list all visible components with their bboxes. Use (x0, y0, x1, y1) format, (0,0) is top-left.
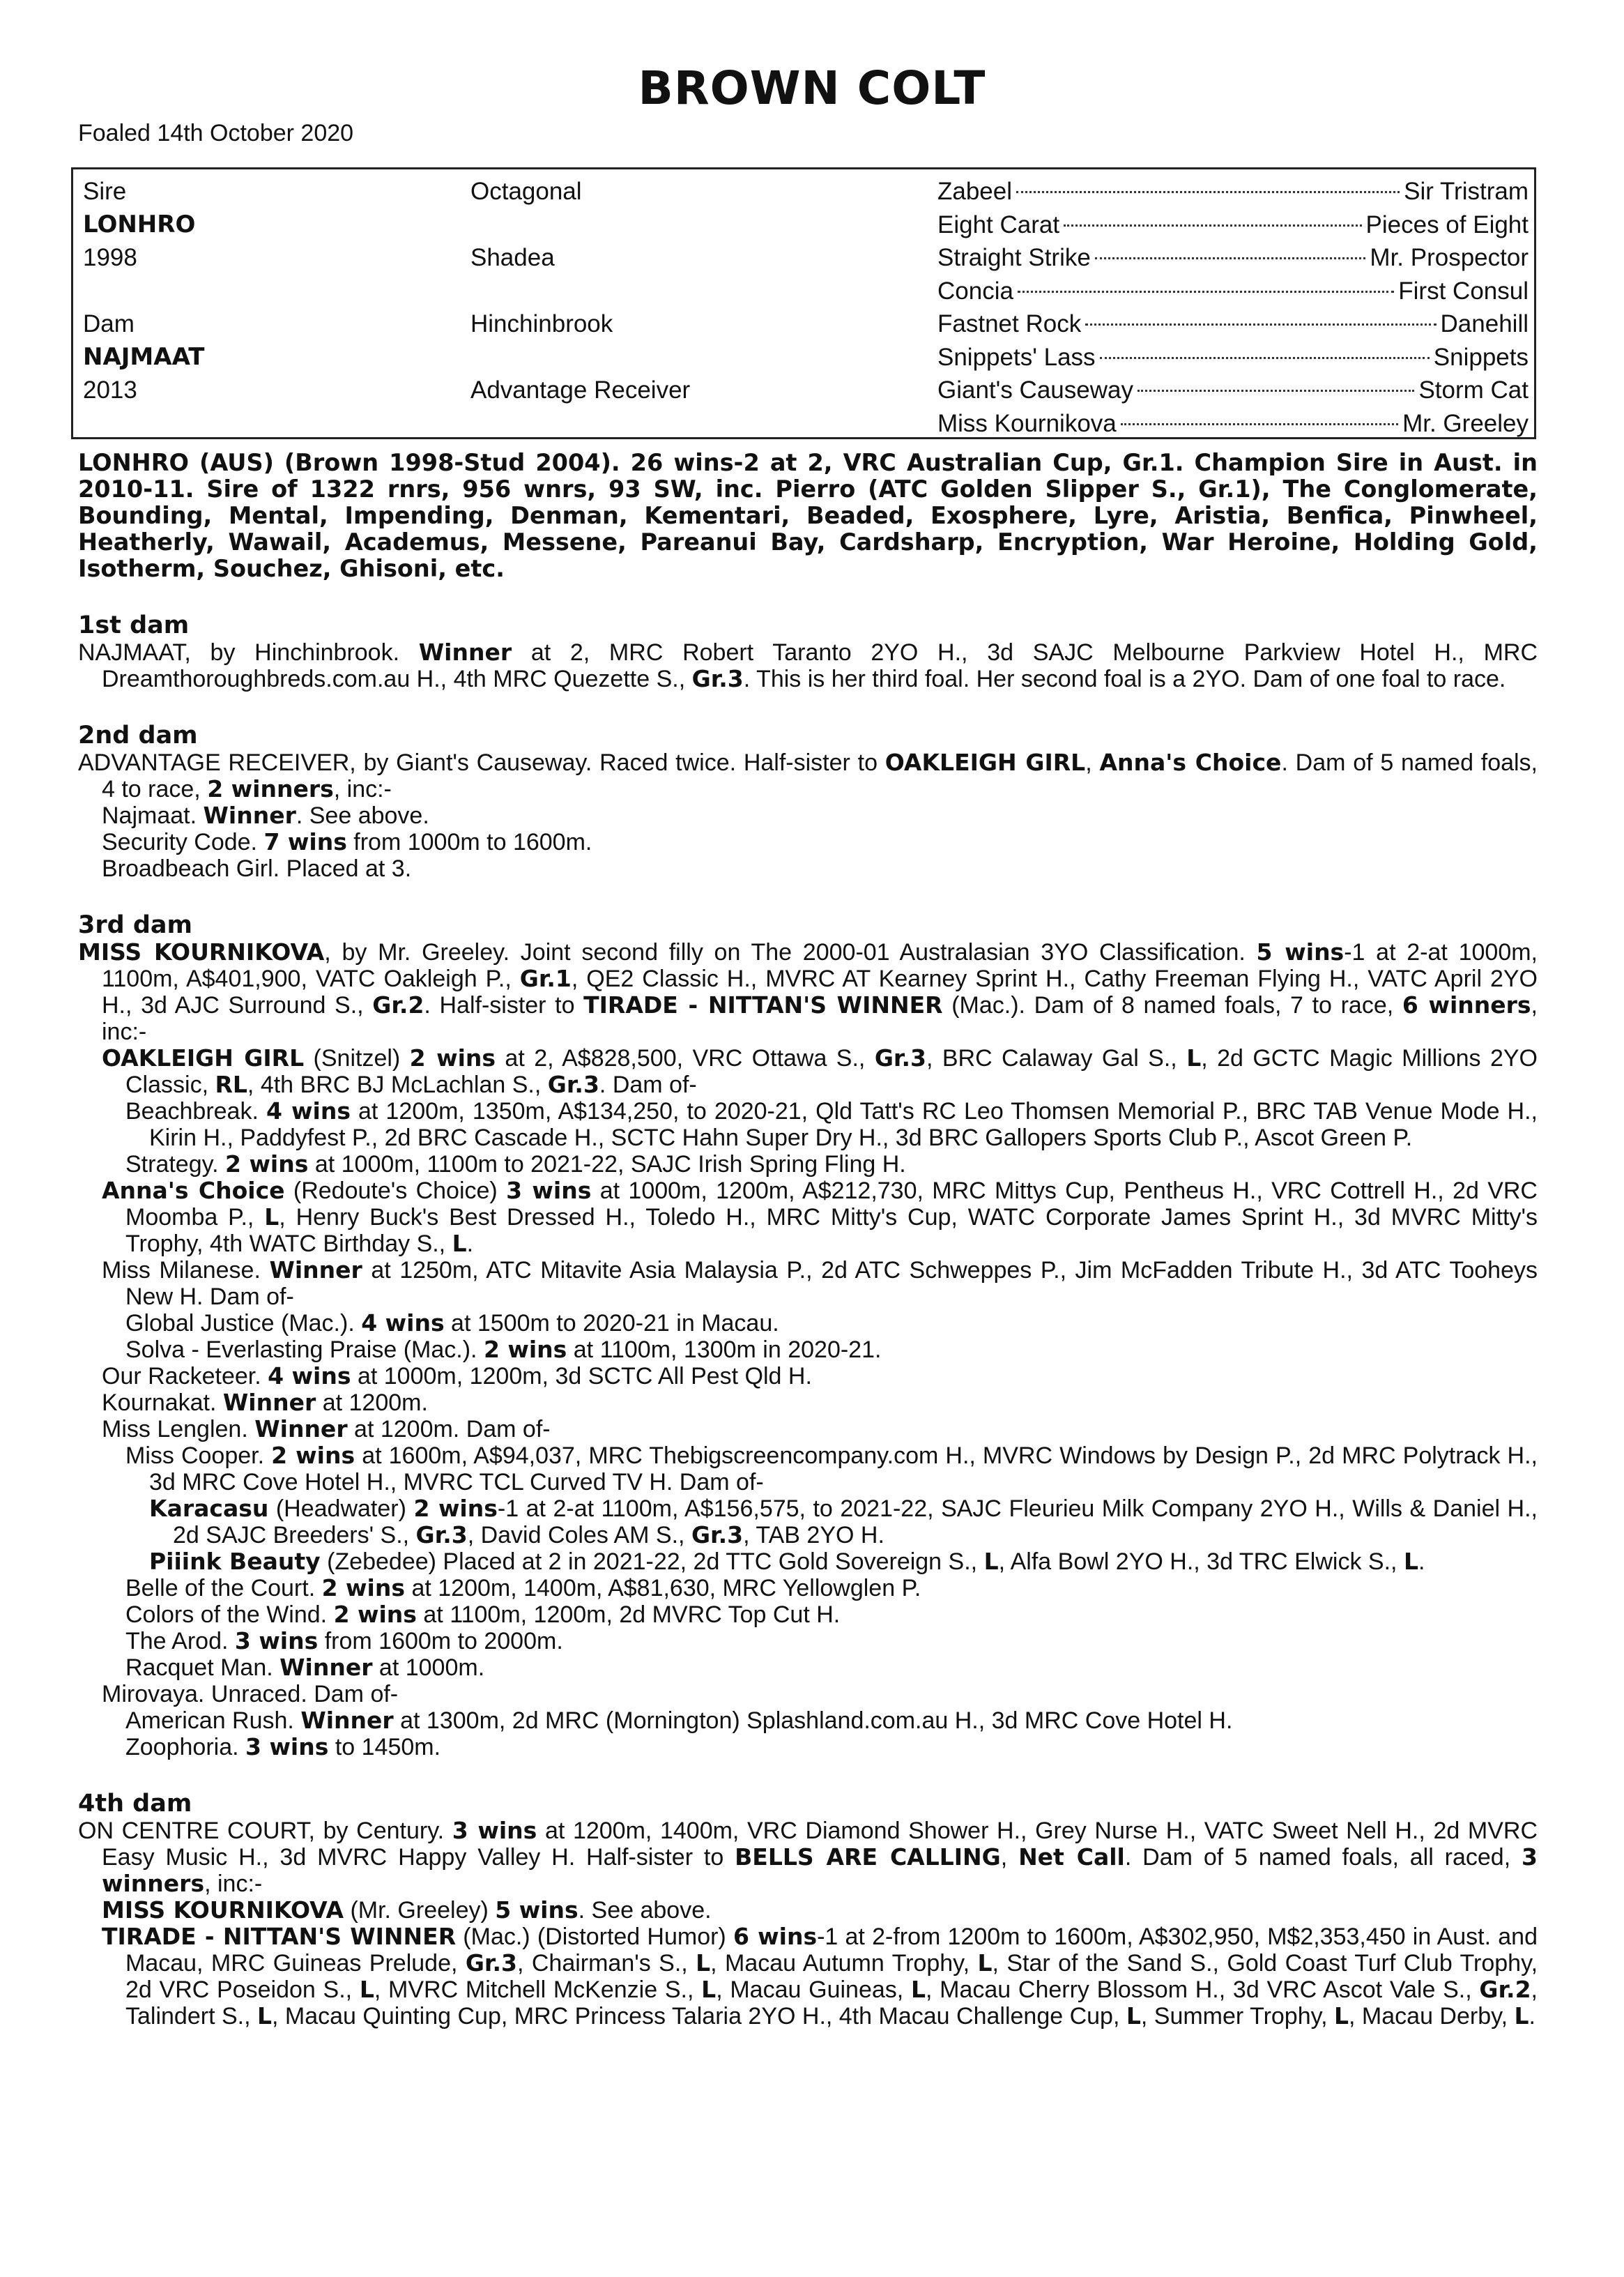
entry-text: The Arod. (125, 1628, 235, 1654)
entry-text: (Zebedee) Placed at 2 in 2021-22, 2d TTC Gold Sovereign S., (320, 1548, 984, 1575)
bold-text: Winner (269, 1256, 362, 1284)
ancestor-sire: Mr. Greeley (1402, 409, 1529, 437)
entry-text: at 1200m, 1350m, A$134,250, to 2020-21, Qld Tatt's RC Leo Thomsen Memorial P., BRC TAB Venue Mode H., Kirin H., Paddyfest P., 2d BRC Cascade H., SCTC Hahn Super Dry H., 3d BRC Gallopers Sports Club P., Ascot Green P. (149, 1098, 1538, 1151)
bold-text: OAKLEIGH GIRL (884, 749, 1086, 776)
dot-leader (1100, 357, 1430, 359)
entry-text: . See above. (578, 1897, 712, 1924)
entry-text: at 1300m, 2d MRC (Mornington) Splashland.com.au H., 3d MRC Cove Hotel H. (393, 1707, 1233, 1734)
entry-text: Najmaat. (102, 802, 204, 829)
family-entry (125, 1575, 1538, 1601)
entry-text: at 2, MRC Robert Taranto 2YO H., 3d SAJC Melbourne Parkview Hotel H., MRC Dreamthoroughbreds.com.au H., 4th MRC Quezette S., (102, 639, 1538, 692)
bold-text: Gr.3 (547, 1071, 599, 1098)
entry-text: , inc:- (333, 776, 392, 802)
bold-text: Karacasu (149, 1495, 269, 1522)
bold-text: 3 wins (234, 1627, 319, 1654)
family-entry (78, 749, 1538, 802)
entry-text: , QE2 Classic H., MVRC AT Kearney Sprint H., Cathy Freeman Flying H., VATC April 2YO H., 3d AJC Surround S., (102, 966, 1538, 1019)
grandsire-sire: Octagonal (470, 178, 582, 205)
entry-text: (Mac.) (Distorted Humor) (456, 1924, 733, 1950)
family-entry (125, 1707, 1538, 1734)
family-entry (125, 1442, 1538, 1495)
entry-text: Global Justice (Mac.). (125, 1310, 362, 1336)
entry-text: , (1000, 1844, 1019, 1871)
entry-text: (Mac.). Dam of 8 named foals, 7 to race, (942, 992, 1402, 1019)
entry-text: , 4th BRC BJ McLachlan S., (247, 1072, 548, 1098)
bold-text: Winner (222, 1389, 316, 1416)
ancestor-row (937, 208, 1529, 242)
dam-name: NAJMAAT (83, 342, 205, 371)
entry-text: Racquet Man. (125, 1654, 280, 1681)
entry-text: , Macau Autumn Trophy, (710, 1950, 978, 1977)
entry-text: at 1000m, 1200m, A$212,730, MRC Mittys Cup, Pentheus H., VRC Cottrell H., 2d VRC Moomba P., (125, 1178, 1538, 1231)
dot-leader (1016, 191, 1400, 193)
entry-text: , Macau Cherry Blossom H., 3d VRC Ascot Vale S., (925, 1977, 1480, 2003)
spacer (83, 275, 204, 308)
entry-text: . Dam of 5 named foals, 4 to race, (102, 749, 1538, 802)
ancestor-sire: Danehill (1440, 310, 1529, 337)
dam-year: 2013 (83, 376, 137, 404)
entry-text: at 1250m, ATC Mitavite Asia Malaysia P., 2d ATC Schweppes P., Jim McFadden Tribute H., 3d ATC Tooheys New H. Dam of- (125, 1257, 1538, 1310)
entry-text: Colors of the Wind. (125, 1601, 334, 1628)
spacer (470, 407, 690, 441)
ancestor-row (937, 275, 1529, 308)
dam-section-heading: 3rd dam (78, 911, 192, 939)
sire-label: Sire (83, 178, 127, 205)
entry-text: , MVRC Mitchell McKenzie S., (374, 1977, 702, 2003)
bold-text: L (701, 1976, 717, 2003)
family-entry (102, 855, 1538, 882)
bold-text: 5 wins (1256, 938, 1345, 966)
dam-section-heading: 2nd dam (78, 722, 198, 749)
ancestor-row (937, 407, 1529, 441)
granddam-dam: Advantage Receiver (470, 376, 691, 404)
entry-text: NAJMAAT, by Hinchinbrook. (78, 639, 419, 666)
entry-text: , Henry Buck's Best Dressed H., Toledo H., MRC Mitty's Cup, WATC Corporate James Sprint H., 3d MVRC Mitty's Trophy, 4th WATC Birthday S., (125, 1204, 1538, 1257)
entry-text: . See above. (296, 802, 429, 829)
entry-text: Solva - Everlasting Praise (Mac.). (125, 1336, 484, 1363)
bold-text: 3 wins (245, 1733, 329, 1760)
entry-text: Security Code. (102, 829, 264, 855)
bold-text: 4 wins (361, 1309, 445, 1336)
family-entry (125, 1098, 1538, 1151)
bold-text: L (977, 1949, 993, 1977)
entry-text: to 1450m. (328, 1734, 441, 1760)
entry-text: , Macau Derby, (1349, 2003, 1515, 2029)
ancestor-sire: First Consul (1398, 277, 1529, 305)
ancestor-row (937, 307, 1529, 341)
ancestor-sire: Pieces of Eight (1365, 211, 1529, 238)
spacer (470, 275, 690, 308)
entry-text: , 2d GCTC Magic Millions 2YO Classic, (125, 1045, 1538, 1098)
ancestor-row (937, 241, 1529, 275)
entry-text: , Chairman's S., (517, 1950, 696, 1977)
ancestor-sire: Storm Cat (1418, 376, 1529, 404)
family-entry (125, 1734, 1538, 1760)
bold-text: L (359, 1976, 374, 2003)
ancestor-name: Eight Carat (937, 211, 1060, 238)
family-entry (102, 1045, 1538, 1098)
entry-text: , inc:- (102, 992, 1538, 1045)
entry-text: from 1600m to 2000m. (318, 1628, 563, 1654)
bold-text: L (1126, 2002, 1141, 2029)
bold-text: Anna's Choice (1099, 749, 1282, 776)
bold-text: 2 wins (413, 1495, 498, 1522)
ancestor-name: Giant's Causeway (937, 376, 1133, 404)
grandsire-dam: Hinchinbrook (470, 310, 613, 337)
entry-text: , David Coles AM S., (467, 1522, 691, 1548)
bold-text: TIRADE - NITTAN'S WINNER (583, 991, 943, 1019)
bold-text: 7 wins (263, 828, 347, 855)
ancestor-name: Snippets' Lass (937, 343, 1096, 371)
entry-text: Miss Lenglen. (102, 1416, 255, 1442)
dot-leader (1137, 390, 1414, 392)
bold-text: 6 wins (733, 1923, 818, 1950)
bold-text: 2 winners (207, 775, 334, 802)
bold-text: 5 wins (495, 1896, 579, 1924)
family-entry (125, 1310, 1538, 1336)
spacer (470, 341, 690, 374)
granddam-sire: Shadea (470, 244, 555, 271)
bold-text: Anna's Choice (102, 1177, 285, 1204)
entry-text: . This is her third foal. Her second foal is a 2YO. Dam of one foal to race. (743, 666, 1506, 692)
bold-text: L (264, 1203, 279, 1231)
entry-text: (Snitzel) (304, 1045, 410, 1072)
bold-text: TIRADE - NITTAN'S WINNER (102, 1923, 457, 1950)
foaled-date: Foaled 14th October 2020 (78, 120, 354, 146)
bold-text: Winner (418, 639, 512, 666)
pedigree-parents-column (83, 175, 204, 440)
ancestor-name: Miss Kournikova (937, 409, 1117, 437)
sire-name: LONHRO (83, 210, 196, 238)
entry-text: at 1200m, 1400m, VRC Diamond Shower H., Grey Nurse H., VATC Sweet Nell H., 2d MVRC Easy Music H., 3d MVRC Happy Valley H. Half-sister to (102, 1818, 1538, 1871)
entry-text: , by Mr. Greeley. Joint second filly on The 2000-01 Australasian 3YO Classification. (324, 939, 1257, 966)
entry-text: ADVANTAGE RECEIVER, by Giant's Causeway. Raced twice. Half-sister to (78, 749, 885, 776)
entry-text: Kournakat. (102, 1389, 223, 1416)
entry-text: . Dam of 5 named foals, all raced, (1124, 1844, 1522, 1871)
bold-text: L (1514, 2002, 1529, 2029)
bold-text: Winner (279, 1654, 373, 1681)
entry-text: . (1418, 1548, 1425, 1575)
bold-text: OAKLEIGH GIRL (102, 1044, 305, 1072)
bold-text: 2 wins (225, 1150, 309, 1178)
bold-text: L (910, 1976, 926, 2003)
bold-text: 3 winners (102, 1843, 1538, 1897)
bold-text: 2 wins (333, 1601, 417, 1628)
entry-text: , Macau Guineas, (716, 1977, 911, 2003)
entry-text: -1 at 2-at 1100m, A$156,575, to 2021-22, SAJC Fleurieu Milk Company 2YO H., Wills & Daniel H., 2d SAJC Breeders' S., (173, 1495, 1538, 1548)
bold-text: Winner (254, 1415, 348, 1442)
ancestor-name: Concia (937, 277, 1013, 305)
bold-text: 3 wins (506, 1177, 592, 1204)
bold-text: Piiink Beauty (149, 1548, 321, 1575)
ancestor-sire: Snippets (1433, 343, 1529, 371)
ancestor-name: Fastnet Rock (937, 310, 1082, 337)
bold-text: 4 wins (266, 1097, 351, 1125)
ancestor-name: Zabeel (937, 178, 1013, 205)
dot-leader (1064, 224, 1361, 227)
family-entry (102, 1363, 1538, 1389)
family-entry (125, 1336, 1538, 1363)
bold-text: Gr.3 (691, 665, 744, 692)
entry-text: -1 at 2-from 1200m to 1600m, A$302,950, M$2,353,450 in Aust. and Macau, MRC Guineas Prelude, (125, 1924, 1538, 1977)
bold-text: 2 wins (483, 1336, 567, 1363)
family-entry (102, 1389, 1538, 1416)
family-entry (78, 639, 1538, 692)
entry-text: American Rush. (125, 1707, 301, 1734)
bold-text: Net Call (1018, 1843, 1125, 1871)
pedigree-details (78, 450, 1538, 2029)
family-entry (125, 1151, 1538, 1178)
family-entry (125, 1654, 1538, 1681)
bold-text: MISS KOURNIKOVA (78, 938, 325, 966)
entry-text: Miss Cooper. (125, 1442, 272, 1469)
spacer (470, 208, 690, 242)
entry-text: Zoophoria. (125, 1734, 245, 1760)
ancestor-row (937, 341, 1529, 374)
entry-text: Our Racketeer. (102, 1363, 268, 1389)
family-entry (78, 1818, 1538, 1897)
entry-text: at 1100m, 1200m, 2d MVRC Top Cut H. (416, 1601, 841, 1628)
bold-text: 3 wins (452, 1817, 537, 1844)
bold-text: L (1403, 1548, 1418, 1575)
entry-text: . (1529, 2003, 1535, 2029)
entry-text: at 1000m. (372, 1654, 485, 1681)
family-entry (78, 939, 1538, 1045)
entry-text: at 1200m. Dam of- (347, 1416, 551, 1442)
bold-text: 4 wins (268, 1362, 351, 1389)
entry-text: at 1200m, 1400m, A$81,630, MRC Yellowglen P. (405, 1575, 921, 1601)
entry-text: , Summer Trophy, (1140, 2003, 1334, 2029)
family-entry (102, 1897, 1538, 1924)
entry-text: , Talindert S., (125, 1977, 1538, 2029)
entry-text: at 1200m. (316, 1389, 428, 1416)
bold-text: Gr.3 (415, 1521, 468, 1548)
entry-text: , Star of the Sand S., Gold Coast Turf Club Trophy, 2d VRC Poseidon S., (125, 1950, 1538, 2003)
bold-text: 2 wins (271, 1442, 355, 1469)
family-entry (102, 1681, 1538, 1707)
bold-text: 2 wins (409, 1044, 496, 1072)
bold-text: Gr.3 (691, 1521, 744, 1548)
dam-section-heading: 4th dam (78, 1790, 192, 1818)
family-entry (102, 1178, 1538, 1257)
bold-text: L (1334, 2002, 1349, 2029)
entry-text: , TAB 2YO H. (743, 1522, 884, 1548)
bold-text: RL (215, 1071, 247, 1098)
family-entry (149, 1495, 1538, 1548)
entry-text: . Dam of- (599, 1072, 697, 1098)
entry-text: at 2, A$828,500, VRC Ottawa S., (496, 1045, 875, 1072)
bold-text: Gr.3 (874, 1044, 926, 1072)
entry-text: . Half-sister to (424, 992, 584, 1019)
entry-text: at 1500m to 2020-21 in Macau. (444, 1310, 779, 1336)
dot-leader (1121, 423, 1398, 425)
ancestor-name: Straight Strike (937, 244, 1091, 271)
entry-text: ON CENTRE COURT, by Century. (78, 1818, 452, 1844)
entry-text: (Redoute's Choice) (284, 1178, 507, 1204)
spacer (83, 407, 204, 441)
family-entry (102, 829, 1538, 855)
entry-text: from 1000m to 1600m. (346, 829, 592, 855)
bold-text: Winner (203, 802, 296, 829)
ancestor-row (937, 175, 1529, 208)
entry-text: Miss Milanese. (102, 1257, 270, 1284)
entry-text: Mirovaya. Unraced. Dam of- (102, 1681, 399, 1707)
entry-text: , BRC Calaway Gal S., (926, 1045, 1187, 1072)
bold-text: Gr.2 (372, 991, 424, 1019)
entry-text: -1 at 2-at 1000m, 1100m, A$401,900, VATC Oakleigh P., (102, 939, 1538, 992)
bold-text: L (1186, 1044, 1202, 1072)
bold-text: L (256, 2002, 273, 2029)
ancestor-sire: Sir Tristram (1404, 178, 1529, 205)
family-entry (102, 1416, 1538, 1442)
entry-text: at 1100m, 1300m in 2020-21. (567, 1336, 882, 1363)
entry-text: at 1600m, A$94,037, MRC Thebigscreencompany.com H., MVRC Windows by Design P., 2d MRC Polytrack H., 3d MRC Cove Hotel H., MVRC TCL Curved TV H. Dam of- (149, 1442, 1538, 1495)
sire-summary: LONHRO (AUS) (Brown 1998-Stud 2004). 26 wins-2 at 2, VRC Australian Cup, Gr.1. Champion Sire in Aust. in 2010-11. Sire of 1322 rnrs, 956 wnrs, 93 SW, inc. Pierro (ATC Golden Slipper S., Gr.1), The Conglomerate, Bounding, Mental, Impending, Denman, Kementari, Beaded, Exosphere, Lyre, Aristia, Benfica, Pinwheel, Heatherly, Wawail, Academus, Messene, Pareanui Bay, Cardsharp, Encryption, War Heroine, Holding Gold, Isotherm, Souchez, Ghisoni, etc. (78, 449, 1538, 582)
family-entry (102, 802, 1538, 829)
bold-text: Gr.1 (519, 965, 572, 992)
entry-text: Broadbeach Girl. Placed at 3. (102, 855, 412, 882)
entry-text: . (466, 1231, 474, 1257)
family-entry (149, 1548, 1538, 1575)
bold-text: Gr.3 (465, 1949, 517, 1977)
sire-year: 1998 (83, 244, 137, 271)
dam-label: Dam (83, 310, 135, 337)
pedigree-grandparents-column (470, 175, 690, 440)
entry-text: Belle of the Court. (125, 1575, 322, 1601)
entry-text: , Macau Quinting Cup, MRC Princess Talaria 2YO H., 4th Macau Challenge Cup, (272, 2003, 1126, 2029)
family-entry (102, 1257, 1538, 1310)
page-title: BROWN COLT (638, 61, 986, 115)
dot-leader (1018, 291, 1394, 293)
entry-text: at 1000m, 1100m to 2021-22, SAJC Irish Spring Fling H. (308, 1151, 906, 1178)
entry-text: Strategy. (125, 1151, 225, 1178)
bold-text: 6 winners (1402, 991, 1531, 1019)
bold-text: MISS KOURNIKOVA (102, 1896, 344, 1924)
entry-text: at 1000m, 1200m, 3d SCTC All Pest Qld H. (351, 1363, 812, 1389)
dot-leader (1095, 257, 1366, 259)
pedigree-great-grandparents-column (937, 175, 1529, 440)
pedigree-table (71, 167, 1536, 439)
dot-leader (1085, 323, 1436, 326)
ancestor-row (937, 374, 1529, 407)
entry-text: Beachbreak. (125, 1098, 266, 1125)
bold-text: L (696, 1949, 711, 1977)
entry-text: , Alfa Bowl 2YO H., 3d TRC Elwick S., (998, 1548, 1404, 1575)
bold-text: 2 wins (321, 1574, 405, 1601)
family-entry (125, 1601, 1538, 1628)
bold-text: L (452, 1230, 467, 1257)
entry-text: , (1085, 749, 1100, 776)
entry-text: , inc:- (204, 1871, 263, 1897)
bold-text: Gr.2 (1479, 1976, 1531, 2003)
ancestor-sire: Mr. Prospector (1370, 244, 1529, 271)
entry-text: (Mr. Greeley) (344, 1897, 496, 1924)
family-entry (125, 1628, 1538, 1654)
bold-text: BELLS ARE CALLING (735, 1843, 1001, 1871)
family-entry (102, 1924, 1538, 2029)
dam-section-heading: 1st dam (78, 611, 190, 639)
entry-text: (Headwater) (268, 1495, 414, 1522)
bold-text: Winner (300, 1707, 394, 1734)
bold-text: L (983, 1548, 999, 1575)
